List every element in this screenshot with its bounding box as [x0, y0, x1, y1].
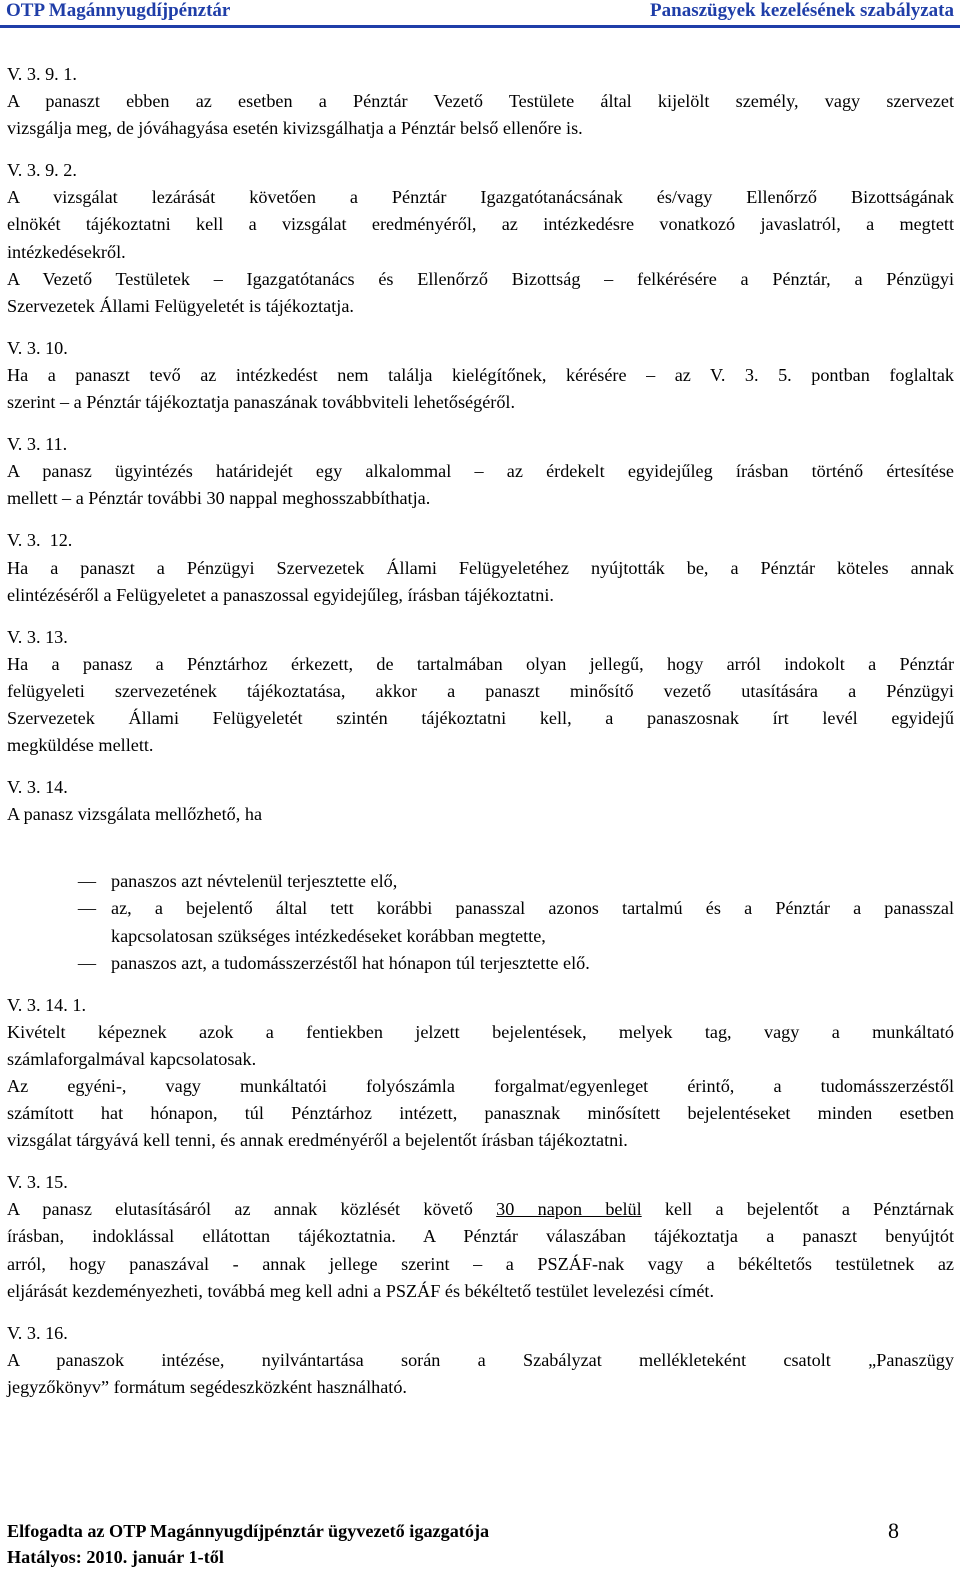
section-id: V. 3. 11.: [7, 434, 68, 455]
paragraph-line: [7, 1196, 954, 1223]
page-number: 8: [888, 1518, 899, 1543]
list-item-text: kapcsolatosan szükséges intézkedéseket korábban megtette,: [111, 925, 546, 946]
section-id: V. 3. 15.: [7, 1172, 68, 1193]
paragraph-line: A panaszt ebben az esetben a Pénztár Vezető Testülete által kijelölt személy, vagy szervezet: [7, 91, 954, 112]
section-v-3-14: [7, 774, 954, 977]
section-v-3-10: [7, 335, 954, 416]
section-id: V. 3. 16.: [7, 1322, 68, 1343]
paragraph-line: elnökét tájékoztatni kell a vizsgálat eredményéről, az intézkedésre vonatkozó javaslatról, a megtett: [7, 214, 954, 235]
paragraph-line: vizsgálat tárgyává kell tenni, és annak eredményéről a bejelentőt írásban tájékoztatni.: [7, 1130, 628, 1151]
paragraph-line: arról, hogy panaszával - annak jellege szerint – a PSZÁF-nak vagy a békéltetős testületnek az: [7, 1253, 954, 1274]
section-v-3-9-1: [7, 61, 954, 142]
page-footer: [7, 1518, 954, 1570]
list-item-text: panaszos azt névtelenül terjesztette elő,: [111, 871, 398, 892]
paragraph-line: A panaszok intézése, nyilvántartása során a Szabályzat mellékleteként csatolt „Panaszügy: [7, 1349, 954, 1370]
paragraph-line: Kivételt képeznek azok a fentiekben jelzett bejelentések, melyek tag, vagy a munkáltató: [7, 1021, 954, 1042]
paragraph-line: intézkedésekről.: [7, 241, 126, 262]
header-fund-name: OTP Magánnyugdíjpénztár: [6, 0, 231, 21]
dash-bullet-icon: —: [77, 898, 97, 919]
paragraph-line: Szervezetek Állami Felügyeletét szintén tájékoztatni kell, a panaszosnak írt levél egyidejű: [7, 707, 954, 728]
section-v-3-11: [7, 431, 954, 512]
paragraph-line: Az egyéni-, vagy munkáltatói folyószámla forgalmat/egyenleget érintő, a tudomásszerzéstől: [7, 1076, 954, 1096]
section-v-3-12: [7, 527, 954, 608]
list-item: [7, 895, 954, 922]
list-intro: A panasz vizsgálata mellőzhető, ha: [7, 804, 263, 825]
paragraph-line: szerint – a Pénztár tájékoztatja panaszának továbbviteli lehetőségéről.: [7, 392, 516, 413]
paragraph-line: megküldése mellett.: [7, 735, 154, 756]
paragraph-line: A Vezető Testületek – Igazgatótanács és Ellenőrző Bizottság – felkérésére a Pénztár, a Pénzügyi: [7, 268, 954, 289]
section-id: V. 3. 14.: [7, 777, 68, 798]
page-header: [0, 0, 960, 26]
section-id: V. 3. 9. 1.: [7, 64, 77, 84]
section-v-3-13: [7, 624, 954, 759]
paragraph-line: számított hat hónapon, túl Pénztárhoz intézett, panasznak minősített bejelentéseket minden esetben: [7, 1103, 954, 1124]
paragraph-line: Szervezetek Állami Felügyeletét is tájékoztatja.: [7, 295, 354, 316]
paragraph-line: A panasz ügyintézés határidejét egy alkalommal – az érdekelt egyidejűleg írásban történő értesítése: [7, 461, 954, 482]
paragraph-line: mellett – a Pénztár további 30 nappal meghosszabbíthatja.: [7, 488, 431, 509]
section-id: V. 3. 14. 1.: [7, 994, 86, 1015]
section-id: V. 3. 13.: [7, 626, 68, 647]
footer-approval: Elfogadta az OTP Magánnyugdíjpénztár ügyvezető igazgatója: [7, 1521, 490, 1541]
section-v-3-14-1: [7, 992, 954, 1155]
text-span: A panasz elutasításáról az annak közlését követő: [7, 1199, 497, 1220]
section-id: V. 3. 10.: [7, 337, 68, 358]
dash-bullet-icon: —: [77, 871, 97, 892]
list-item: [7, 868, 954, 895]
paragraph-line: írásban, indoklással ellátottan tájékoztatnia. A Pénztár válaszában tájékoztatja a panaszt benyújtót: [7, 1226, 954, 1247]
paragraph-line: Ha a panasz a Pénztárhoz érkezett, de tartalmában olyan jellegű, hogy arról indokolt a Pénztár: [7, 653, 954, 674]
list-item-continuation: [7, 923, 954, 950]
paragraph-line: Ha a panaszt a Pénzügyi Szervezetek Állami Felügyeletéhez nyújtották be, a Pénztár köteles annak: [7, 557, 954, 578]
section-v-3-9-2: [7, 157, 954, 320]
dash-bullet-icon: —: [77, 952, 97, 973]
header-document-title: Panaszügyek kezelésének szabályzata: [650, 0, 954, 21]
list-item-text: az, a bejelentő által tett korábbi panasszal azonos tartalmú és a Pénztár a panasszal: [111, 898, 954, 919]
paragraph-line: számlaforgalmával kapcsolatosak.: [7, 1048, 257, 1069]
footer-effective-date: Hatályos: 2010. január 1-től: [7, 1547, 224, 1567]
list-item-text: panaszos azt, a tudomásszerzéstől hat hónapon túl terjesztette elő.: [111, 952, 590, 973]
paragraph-line: jegyzőkönyv” formátum segédeszközként használható.: [7, 1376, 407, 1397]
list-item: [7, 950, 954, 977]
section-v-3-16: [7, 1320, 954, 1401]
section-v-3-15: [7, 1169, 954, 1304]
paragraph-line: felügyeleti szervezetének tájékoztatása, akkor a panaszt minősítő vezető utasítására a Pénzügyi: [7, 680, 954, 701]
header-divider: [0, 25, 960, 28]
section-id: V. 3. 12.: [7, 530, 73, 551]
paragraph-line: elintézéséről a Felügyeletet a panaszossal egyidejűleg, írásban tájékoztatni.: [7, 584, 554, 605]
paragraph-line: vizsgálja meg, de jóváhagyása esetén kivizsgálhatja a Pénztár belső ellenőre is.: [7, 118, 583, 139]
text-span: kell a bejelentőt a Pénztárnak: [641, 1199, 954, 1220]
document-body: [7, 61, 954, 1401]
paragraph-line: Ha a panaszt tevő az intézkedést nem találja kielégítőnek, kérésére – az V. 3. 5. pontban foglaltak: [7, 364, 954, 385]
paragraph-line: A vizsgálat lezárását követően a Pénztár Igazgatótanácsának és/vagy Ellenőrző Bizottságának: [7, 187, 954, 208]
paragraph-line: eljárását kezdeményezheti, továbbá meg kell adni a PSZÁF és békéltető testület levelezési címét.: [7, 1280, 715, 1301]
deadline-underlined: 30 napon belül: [496, 1199, 642, 1220]
section-id: V. 3. 9. 2.: [7, 160, 77, 181]
